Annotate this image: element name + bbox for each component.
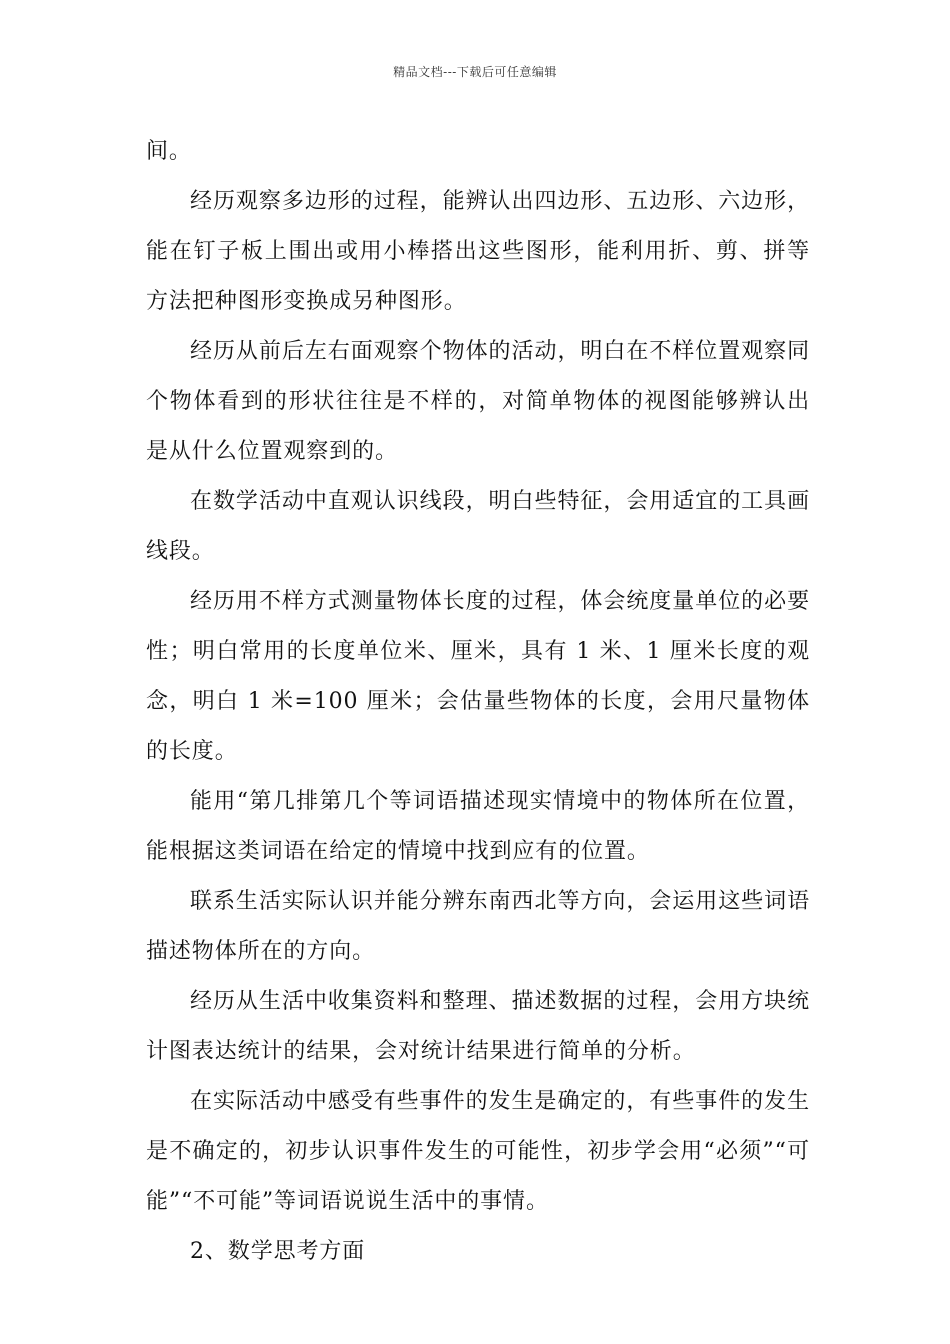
section-heading: 2、数学思考方面 [190, 1239, 366, 1264]
paragraph-length-measurement: 经历用不样方式测量物体长度的过程，体会统度量单位的必要性；明白常用的长度单位米、厘米，具有 1 米、1 厘米长度的观念，明白 1 米=100 厘米；会估量些物体的长度，会用尺量物体的长度。 [146, 589, 810, 764]
document-body [146, 127, 810, 1277]
paragraph-observation: 经历从前后左右面观察个物体的活动，明白在不样位置观察同个物体看到的形状往往是不样的，对简单物体的视图能够辨认出是从什么位置观察到的。 [146, 339, 810, 464]
paragraph-continuation: 间。 [146, 139, 192, 164]
paragraph-position: 能用“第几排第几个等词语描述现实情境中的物体所在位置，能根据这类词语在给定的情境中找到应有的位置。 [146, 789, 810, 864]
paragraph-probability: 在实际活动中感受有些事件的发生是确定的，有些事件的发生是不确定的，初步认识事件发生的可能性，初步学会用“必须”“可能”“不可能”等词语说说生活中的事情。 [146, 1089, 810, 1214]
paragraph-directions: 联系生活实际认识并能分辨东南西北等方向，会运用这些词语描述物体所在的方向。 [146, 889, 810, 964]
paragraph-statistics: 经历从生活中收集资料和整理、描述数据的过程，会用方块统计图表达统计的结果，会对统计结果进行简单的分析。 [146, 989, 810, 1064]
paragraph-line-segments: 在数学活动中直观认识线段，明白些特征，会用适宜的工具画线段。 [146, 489, 810, 564]
page-header: 精品文档---下载后可任意编辑 [393, 65, 557, 79]
paragraph-polygons: 经历观察多边形的过程，能辨认出四边形、五边形、六边形，能在钉子板上围出或用小棒搭出这些图形，能利用折、剪、拼等方法把种图形变换成另种图形。 [146, 189, 810, 314]
